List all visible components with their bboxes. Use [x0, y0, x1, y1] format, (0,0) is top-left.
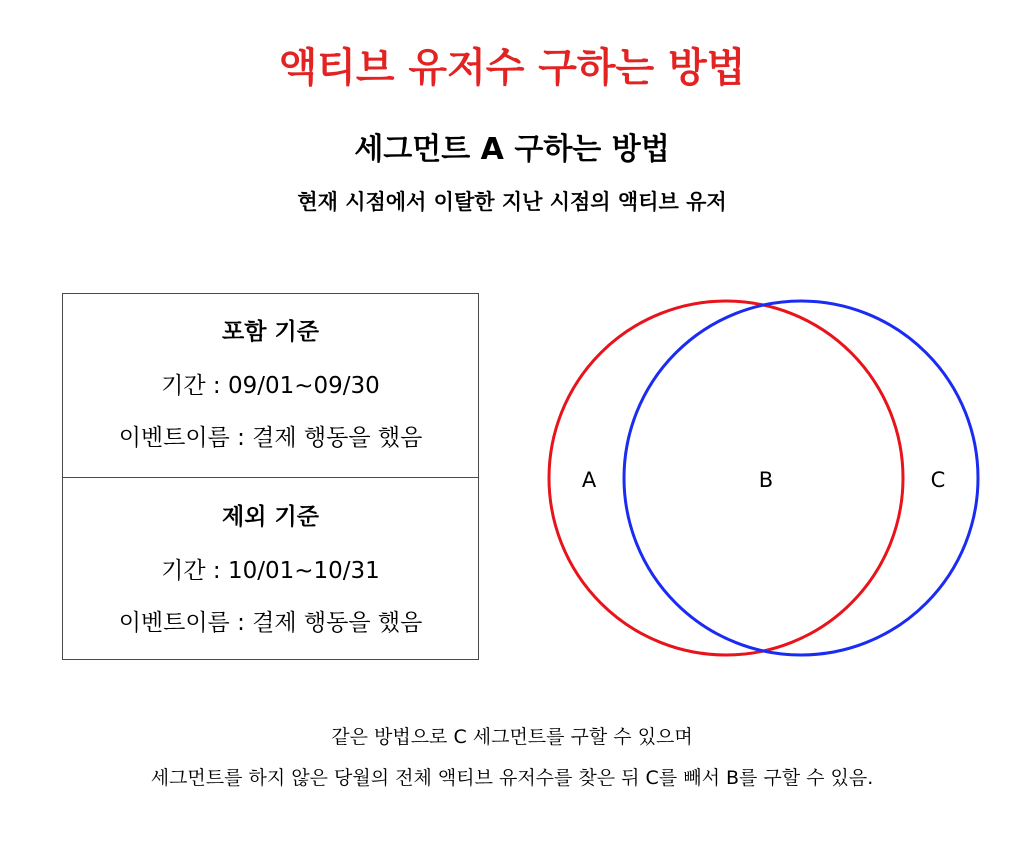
venn-diagram [530, 290, 1000, 670]
include-criteria-section [63, 294, 478, 477]
exclude-criteria-section [63, 477, 478, 660]
exclude-period: 기간 : 10/01~10/31 [161, 557, 380, 584]
circle-a [549, 301, 903, 655]
note-line-2: 세그먼트를 하지 않은 당월의 전체 액티브 유저수를 찾은 뒤 C를 빼서 B를 구할 수 있음. [150, 767, 874, 789]
page-title: 액티브 유저수 구하는 방법 [278, 45, 746, 91]
venn-label-b: B [758, 468, 774, 492]
include-event: 이벤트이름 : 결제 행동을 했음 [118, 425, 423, 451]
exclude-criteria-heading: 제외 기준 [222, 503, 319, 530]
note-line-1: 같은 방법으로 C 세그먼트를 구할 수 있으며 [331, 726, 693, 748]
circle-c [624, 301, 978, 655]
criteria-box [62, 293, 479, 660]
exclude-event: 이벤트이름 : 결제 행동을 했음 [118, 609, 423, 636]
venn-label-c: C [930, 468, 946, 492]
section-subtitle: 세그먼트 A 구하는 방법 [354, 132, 670, 167]
include-criteria-heading: 포함 기준 [222, 319, 319, 345]
venn-label-a: A [581, 468, 597, 492]
include-period: 기간 : 09/01~09/30 [161, 373, 380, 399]
section-description: 현재 시점에서 이탈한 지난 시점의 액티브 유저 [297, 190, 727, 214]
